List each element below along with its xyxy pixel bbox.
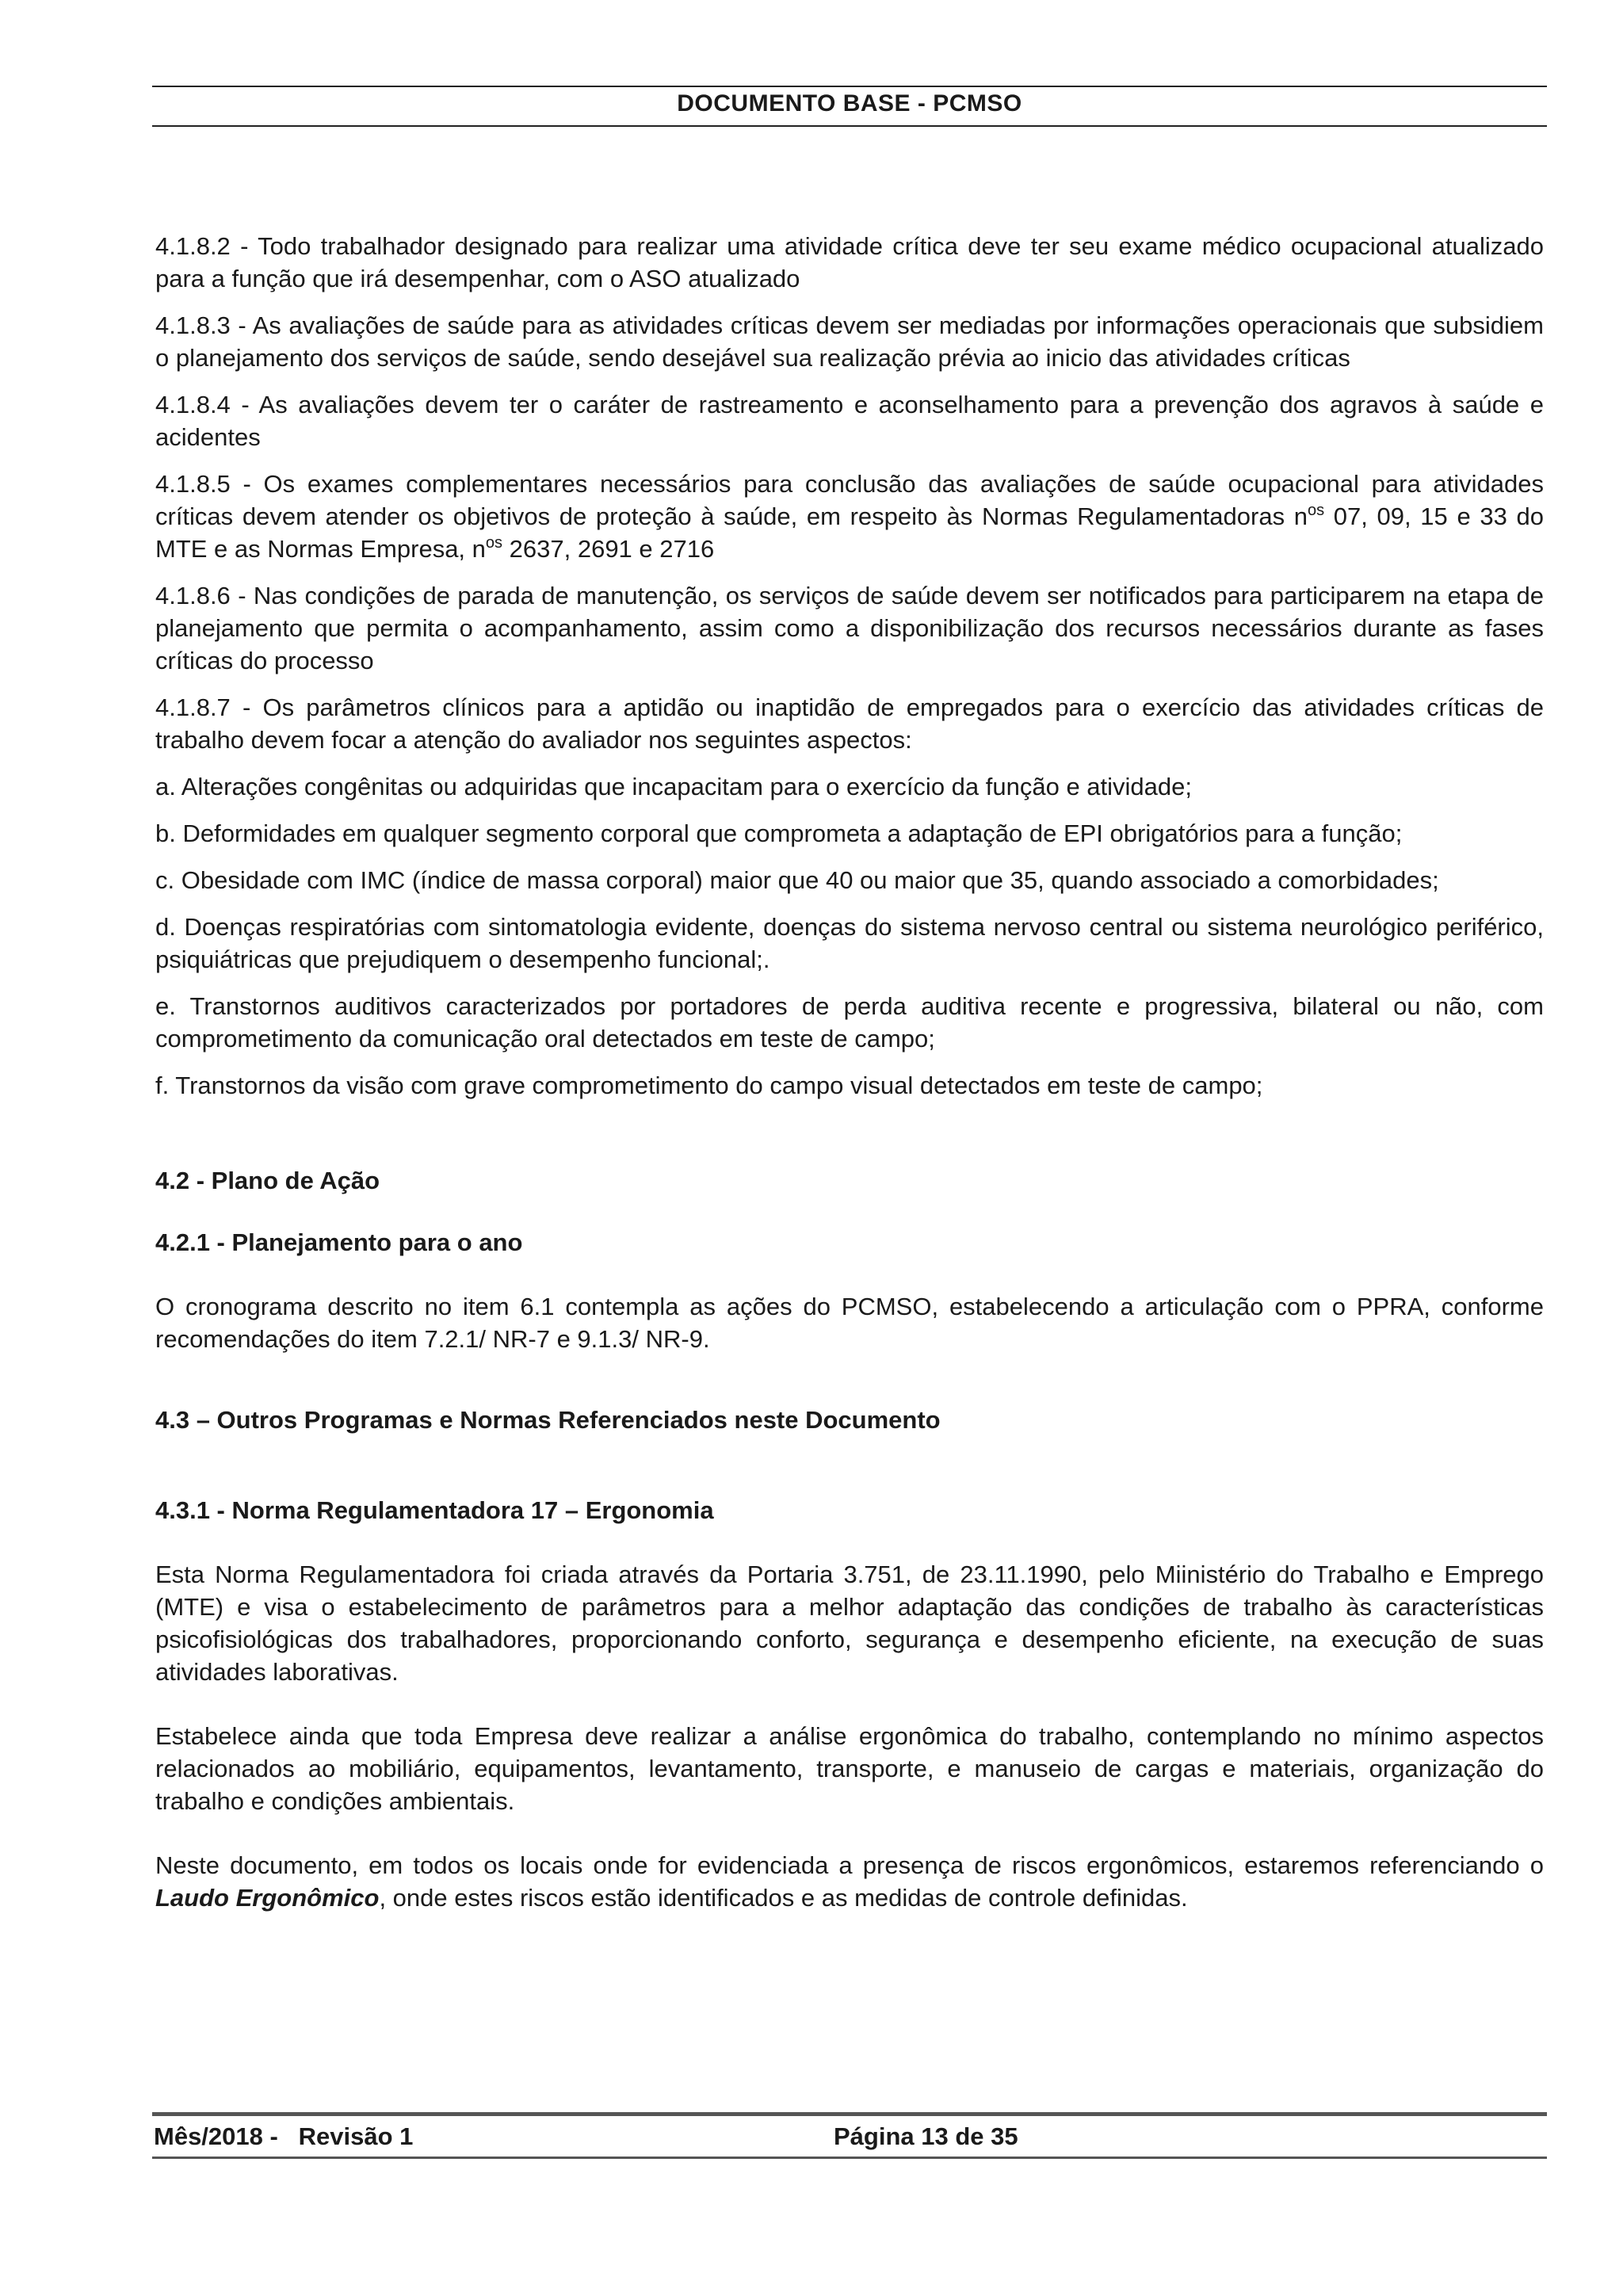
header-title: DOCUMENTO BASE - PCMSO [677, 90, 1022, 117]
list-item-b: b. Deformidades em qualquer segmento corporal que comprometa a adaptação de EPI obrigatórios para a função; [155, 819, 1403, 847]
footer-revision: Mês/2018 - Revisão 1 [154, 2122, 414, 2150]
paragraph-4-2-1: O cronograma descrito no item 6.1 contempla as ações do PCMSO, estabelecendo a articulação com o PPRA, conforme recomendações do item 7.2.1/ NR-7 e 9.1.3/ NR-9. [155, 1293, 1544, 1353]
paragraph-nr17-analysis: Estabelece ainda que toda Empresa deve realizar a análise ergonômica do trabalho, contemplando no mínimo aspectos relacionados ao mobiliário, equipamentos, levantamento, transporte, e manuseio de cargas e materiais, organização do trabalho e condições ambientais. [155, 1722, 1544, 1815]
paragraph-4-1-8-5-text-c: 2637, 2691 e 2716 [502, 535, 715, 563]
list-item-c: c. Obesidade com IMC (índice de massa corporal) maior que 40 ou maior que 35, quando associado a comorbidades; [155, 866, 1439, 894]
superscript-os: os [485, 534, 503, 552]
paragraph-4-1-8-5 [155, 468, 1544, 565]
paragraph-nr17-intro: Esta Norma Regulamentadora foi criada através da Portaria 3.751, de 23.11.1990, pelo Miinistério do Trabalho e Emprego (MTE) e visa o estabelecimento de parâmetros para a melhor adaptação das condições de trabalho às características psicofisiológicas dos trabalhadores, proporcionando conforto, segurança e desempenho eficiente, na execução de suas atividades laborativas. [155, 1561, 1544, 1686]
header-bottom-rule [152, 125, 1547, 127]
paragraph-nr17-reference-text-a: Neste documento, em todos os locais onde for evidenciada a presença de riscos ergonômicos, estaremos referenciando o [155, 1851, 1544, 1879]
list-item-a: a. Alterações congênitas ou adquiridas que incapacitam para o exercício da função e atividade; [155, 773, 1193, 800]
paragraph-4-1-8-7: 4.1.8.7 - Os parâmetros clínicos para a aptidão ou inaptidão de empregados para o exercício das atividades críticas de trabalho devem focar a atenção do avaliador nos seguintes aspectos: [155, 693, 1544, 754]
footer-top-rule [152, 2112, 1547, 2116]
section-heading-4-2-1: 4.2.1 - Planejamento para o ano [155, 1228, 523, 1256]
laudo-ergonomico-emphasis: Laudo Ergonômico [155, 1884, 380, 1912]
paragraph-nr17-reference-text-c: , onde estes riscos estão identificados e as medidas de controle definidas. [379, 1884, 1188, 1912]
paragraph-4-1-8-4: 4.1.8.4 - As avaliações devem ter o caráter de rastreamento e aconselhamento para a prevenção dos agravos à saúde e acidentes [155, 391, 1544, 451]
paragraph-4-1-8-5-text-a: 4.1.8.5 - Os exames complementares necessários para conclusão das avaliações de saúde ocupacional para atividades críticas devem atender os objetivos de proteção à saúde, em respeito às Normas Regulamentadoras n [155, 470, 1544, 530]
list-item-f: f. Transtornos da visão com grave comprometimento do campo visual detectados em teste de campo; [155, 1072, 1263, 1099]
footer-bottom-rule [152, 2157, 1547, 2159]
paragraph-4-1-8-3: 4.1.8.3 - As avaliações de saúde para as atividades críticas devem ser mediadas por informações operacionais que subsidiem o planejamento dos serviços de saúde, sendo desejável sua realização prévia ao inicio das atividades críticas [155, 311, 1544, 372]
section-heading-4-3: 4.3 – Outros Programas e Normas Referenciados neste Documento [155, 1406, 941, 1434]
superscript-os: os [1308, 502, 1325, 519]
footer-page-number: Página 13 de 35 [834, 2122, 1018, 2150]
paragraph-4-1-8-5-text-b: 07, 09, 15 e 33 do MTE e as Normas Empresa, n [155, 502, 1544, 563]
list-item-e: e. Transtornos auditivos caracterizados por portadores de perda auditiva recente e progressiva, bilateral ou não, com comprometimento da comunicação oral detectados em teste de campo; [155, 992, 1544, 1052]
section-heading-4-3-1: 4.3.1 - Norma Regulamentadora 17 – Ergonomia [155, 1496, 714, 1524]
paragraph-nr17-reference [155, 1849, 1544, 1914]
document-body [155, 230, 1544, 1928]
header-top-rule [152, 86, 1547, 87]
section-heading-4-2: 4.2 - Plano de Ação [155, 1167, 380, 1194]
paragraph-4-1-8-6: 4.1.8.6 - Nas condições de parada de manutenção, os serviços de saúde devem ser notificados para participarem na etapa de planejamento que permita o acompanhamento, assim como a disponibilização dos recursos necessários durante as fases críticas do processo [155, 582, 1544, 674]
paragraph-4-1-8-2: 4.1.8.2 - Todo trabalhador designado para realizar uma atividade crítica deve ter seu exame médico ocupacional atualizado para a função que irá desempenhar, com o ASO atualizado [155, 232, 1544, 292]
list-item-d: d. Doenças respiratórias com sintomatologia evidente, doenças do sistema nervoso central ou sistema neurológico periférico, psiquiátricas que prejudiquem o desempenho funcional;. [155, 913, 1544, 973]
